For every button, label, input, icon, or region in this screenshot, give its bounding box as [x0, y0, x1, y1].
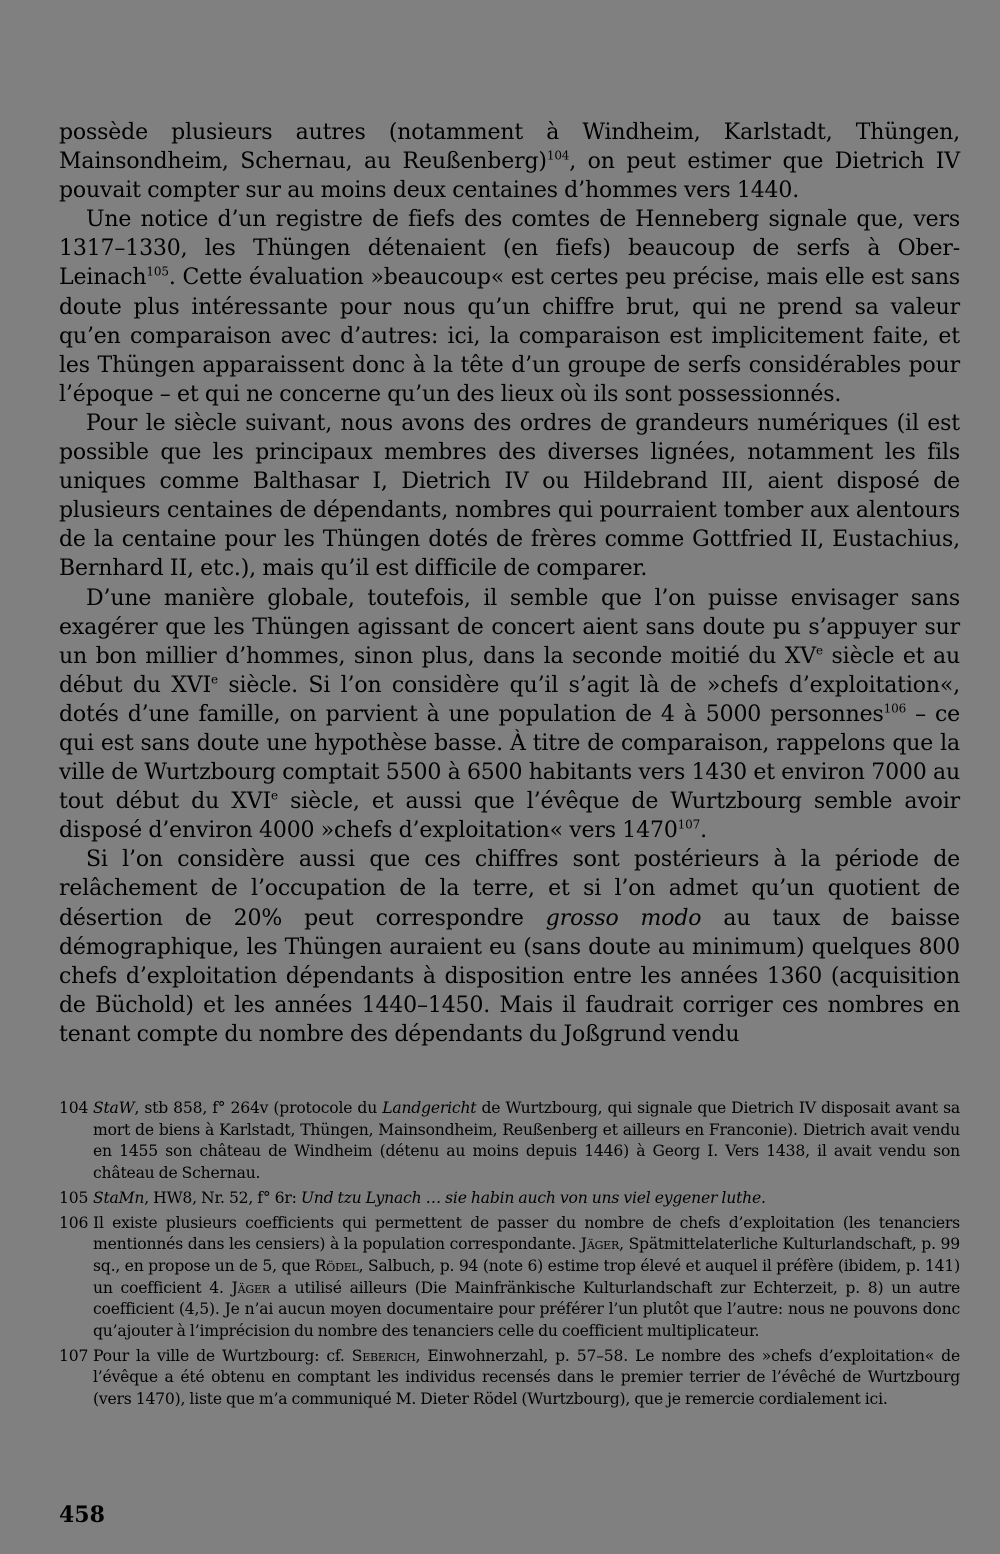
footnote-107: [59, 1346, 960, 1411]
footnote-ref-106[interactable]: 106: [883, 701, 907, 716]
superscript: e: [816, 643, 823, 658]
text-run: , stb 858, f° 264v (protocole du: [134, 1099, 383, 1117]
author-name: Jäger: [580, 1235, 620, 1254]
text-run: , HW8, Nr. 52, f° 6r:: [144, 1188, 301, 1207]
text-run: a utilisé ailleurs (Die Mainfränkische Kulturlandschaft zur Echterzeit, p. 8) un autre coefficient (4,5). Je n’ai aucun moyen documentaire pour préférer l’un plutôt que l’autre: nous ne pouvons donc qu’ajouter à l’imprécision du nombre des tenanciers celle du coefficient multiplicateur.: [93, 1278, 961, 1341]
footnote-ref-105[interactable]: 105: [146, 265, 169, 280]
text-run: siècle, et aussi que l’évêque de Wurtzbourg semble avoir disposé d’environ 4000 »chefs d’exploitation« vers 1470: [59, 789, 960, 844]
paragraph-5: [59, 845, 960, 1049]
superscript: e: [271, 788, 278, 803]
superscript: e: [211, 672, 218, 687]
source-abbrev: StaW: [93, 1099, 135, 1117]
text-run: Une notice d’un registre de fiefs des comtes de Henneberg signale que, vers 1317–1330, les Thüngen détenaient (en fiefs) beaucoup de serfs à Ober-Leinach: [59, 207, 960, 291]
paragraph-2: [59, 205, 960, 409]
text-run: D’une manière globale, toutefois, il semble que l’on puisse envisager sans exagérer que les Thüngen agissant de concert aient sans doute pu s’appuyer sur un bon millier d’hommes, sinon plus, dans la seconde moitié du XV: [59, 585, 960, 669]
text-run: , Einwohnerzahl, p. 57–58. Le nombre des »chefs d’exploitation« de l’évêque a été obtenu en comptant les individus recensés dans le premier terrier de l’évêché de Wurtzbourg (vers 1470), liste que m’a communiqué M. Dieter Rödel (Wurtzbourg), que je remercie cordialement ici.: [93, 1346, 960, 1409]
text-run: siècle et au début du XVI: [59, 643, 960, 698]
footnote-number: 106: [59, 1213, 89, 1232]
footnotes: [59, 1098, 960, 1414]
footnote-number: 104: [59, 1099, 89, 1117]
text-run: – ce qui est sans doute une hypothèse basse. À titre de comparaison, rappelons que la ville de Wurtzbourg comptait 5500 à 6500 habitants vers 1430 et environ 7000 au tout début du XVI: [59, 701, 960, 815]
author-name: Rödel: [314, 1256, 359, 1275]
text-run: au taux de baisse démographique, les Thüngen auraient eu (sans doute au minimum) quelques 800 chefs d’exploitation dépendants à disposition entre les années 1360 (acquisition de Büchold) et les années 1440–1450. Mais il faudrait corriger ces nombres en tenant compte du nombre des dépendants du Joßgrund vendu: [59, 905, 960, 1047]
footnote-106: [59, 1213, 960, 1343]
italic-text: Landgericht: [382, 1099, 477, 1117]
source-abbrev: StaMn: [93, 1188, 145, 1207]
footnote-number: 107: [59, 1346, 89, 1365]
footnote-text: [93, 1213, 960, 1343]
text-run: .: [700, 818, 707, 844]
footnote-number: 105: [59, 1188, 89, 1207]
footnote-ref-104[interactable]: 104: [546, 148, 570, 163]
italic-text: grosso modo: [545, 905, 702, 931]
paragraph-3: Pour le siècle suivant, nous avons des ordres de grandeurs numériques (il est possible que les principaux membres des diverses lignées, notamment les fils uniques comme Balthasar I, Dietrich IV ou Hildebrand III, aient disposé de plusieurs centaines de dépendants, nombres qui pourraient tomber aux alentours de la centaine pour les Thüngen dotés de frères comme Gottfried II, Eustachius, Bernhard II, etc.), mais qu’il est difficile de comparer.: [59, 410, 960, 582]
author-name: Jäger: [231, 1278, 270, 1297]
footnote-text: [93, 1188, 960, 1210]
text-run: siècle. Si l’on considère qu’il s’agit là de »chefs d’exploitation«, dotés d’une famille, on parvient à une population de 4 à 5000 personnes: [59, 672, 961, 727]
footnote-text: [93, 1098, 960, 1185]
italic-text: Und tzu Lynach … sie habin auch von uns viel eygener luthe.: [300, 1188, 766, 1207]
text-run: Pour la ville de Wurtzbourg: cf.: [93, 1346, 352, 1365]
main-text: [59, 118, 960, 1049]
paragraph-4: [59, 584, 960, 846]
text-run: , on peut estimer que Dietrich IV pouvait compter sur au moins deux centaines d’hommes vers 1440.: [59, 149, 960, 204]
footnote-104: [59, 1098, 960, 1185]
footnote-ref-107[interactable]: 107: [677, 817, 701, 832]
footnote-105: [59, 1188, 960, 1210]
text-run: . Cette évaluation »beaucoup« est certes peu précise, mais elle est sans doute plus intéressante pour nous qu’un chiffre brut, qui ne prend sa valeur qu’en comparaison avec d’autres: ici, la comparaison est implicitement faite, et les Thüngen apparaissent donc à la tête d’un groupe de serfs considérables pour l’époque – et qui ne concerne qu’un des lieux où ils sont possessionnés.: [59, 265, 960, 407]
text-run: Si l’on considère aussi que ces chiffres sont postérieurs à la période de relâchement de l’occupation de la terre, et si l’on admet qu’un quotient de désertion de 20% peut correspondre: [59, 847, 960, 931]
text-run: , Salbuch, p. 94 (note 6) estime trop élevé et auquel il préfère (ibidem, p. 141) un coefficient 4.: [93, 1256, 960, 1297]
text-run: Il existe plusieurs coefficients qui permettent de passer du nombre de chefs d’exploitation (les tenanciers mentionnés dans les censiers) à la population correspondante.: [93, 1213, 960, 1254]
page-number: 458: [59, 1502, 105, 1528]
footnote-text: [93, 1346, 960, 1411]
paragraph-1: [59, 118, 960, 205]
text-run: , Spätmittelaterliche Kulturlandschaft, p. 99 sq., en propose un de 5, que: [93, 1235, 961, 1275]
text-run: de Wurtzbourg, qui signale que Dietrich IV disposait avant sa mort de biens à Karlstadt, Thüngen, Mainsondheim, Reußenberg et ailleurs en Franconie). Dietrich avait vendu en 1455 son château de Windheim (détenu au moins depuis 1446) à Georg I. Vers 1438, il avait vendu son château de Schernau.: [93, 1099, 960, 1183]
text-run: possède plusieurs autres (notamment à Windheim, Karlstadt, Thüngen, Mainsondheim, Schernau, au Reußenberg): [59, 120, 960, 175]
author-name: Seberich: [351, 1346, 416, 1365]
